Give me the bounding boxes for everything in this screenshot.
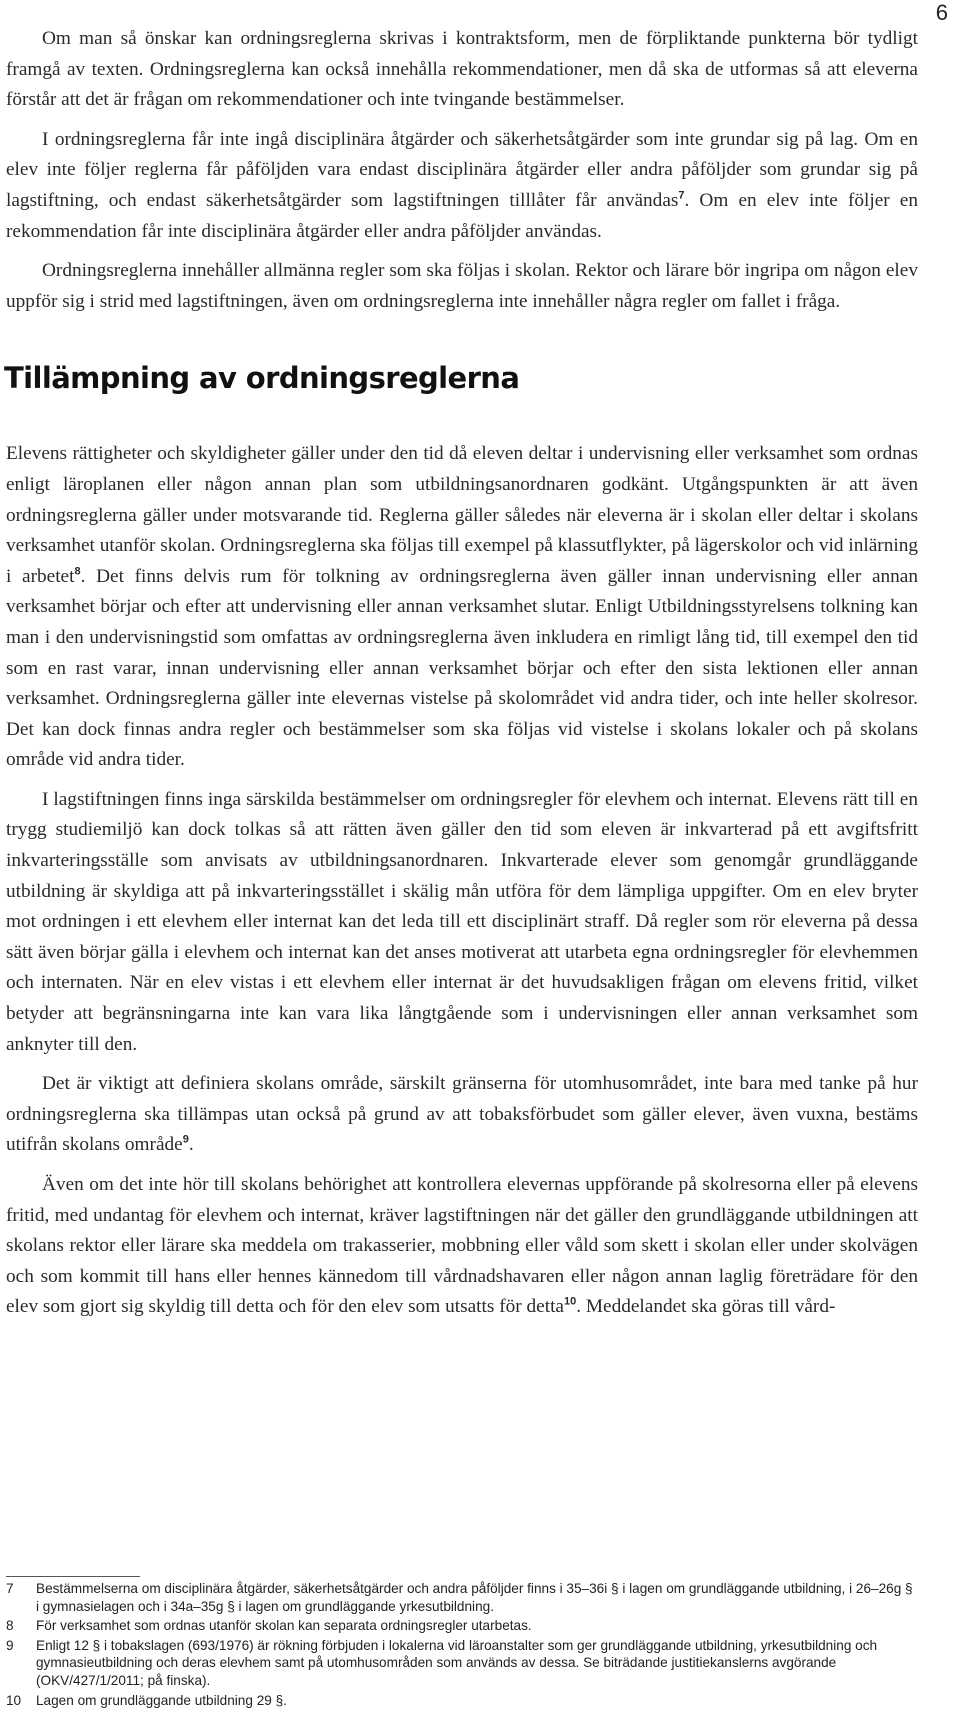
- paragraph-text: . Meddelandet ska göras till vård-: [576, 1296, 836, 1318]
- footnote-number: 9: [6, 1637, 14, 1653]
- footnote: [6, 1617, 918, 1635]
- paragraph: I lagstiftningen finns inga särskilda bestämmelser om ordningsregler för elevhem och internat. Elevens rätt till en trygg studiemiljö kan dock tolkas så att rätten även gäller den tid som eleven är inkvarterad på ett avgiftsfritt inkvarteringsställe som anvisats av utbildningsanordnaren. Inkvarterade elever som genomgår grundläggande utbildning är skyldiga att på inkvarteringsstället i skälig mån utföra för dem lämpliga uppgifter. Om en elev bryter mot ordningen i ett elevhem eller internat kan det leda till ett disciplinärt straff. Då regler som rör eleverna på dessa sätt även börjar gälla i elevhem och internat kan det anses motiverat att utarbeta egna ordningsregler för elevhemmen och internaten. När en elev vistas i ett elevhem eller internat är det huvudsakligen frågan om elevens fritid, vilket betyder att begränsningarna inte kan vara lika långtgående som i undervisningen eller annan verksamhet som anknyter till den.: [6, 788, 918, 1055]
- footnote-ref[interactable]: 9: [182, 1133, 189, 1146]
- main-text: [6, 24, 918, 1332]
- footnote-text: Enligt 12 § i tobakslagen (693/1976) är rökning förbjuden i lokalerna vid läroanstalter som ger grundläggande utbildning, yrkesutbildning och gymnasieutbildning och deras elevhem samt på utomhusområden som används av dessa. Se biträdande justitiekanslerns avgörande (OKV/427/1/2011; på finska).: [36, 1637, 878, 1688]
- footnote: [6, 1692, 918, 1710]
- paragraph: Om man så önskar kan ordningsreglerna skrivas i kontraktsform, men de förpliktande punkterna bör tydligt framgå av texten. Ordningsreglerna kan också innehålla rekommendationer, men då ska de utformas så att eleverna förstår att det är frågan om rekommendationer och inte tvingande bestämmelser.: [6, 28, 918, 111]
- footnote: [6, 1637, 918, 1690]
- paragraph-text: I ordningsreglerna får inte ingå disciplinära åtgärder och säkerhetsåtgärder som inte grundar sig på lag. Om en elev inte följer reglerna får påföljden vara endast disciplinära åtgärder eller andra påföljder som grundar sig på lagstiftning, och endast säkerhetsåtgärder som lagstiftningen tilllåter får användas: [6, 128, 918, 211]
- footnote-ref[interactable]: 10: [563, 1295, 577, 1308]
- paragraph-text: . Om en elev inte följer en rekommendation får inte disciplinära åtgärder eller andra påföljder användas.: [6, 189, 918, 242]
- footnote-text: Bestämmelserna om disciplinära åtgärder, säkerhetsåtgärder och andra påföljder finns i 35–36i § i lagen om grundläggande utbildning, i 26–26g § i gymnasielagen och i 34a–35g § i lagen om grundläggande yrkesutbildning.: [36, 1581, 913, 1614]
- paragraph: [6, 439, 918, 776]
- footnote-text: För verksamhet som ordnas utanför skolan kan separata ordningsregler utarbetas.: [36, 1618, 532, 1634]
- page-number: 6: [935, 0, 948, 25]
- footnote-ref[interactable]: 8: [74, 565, 81, 578]
- footnote-number: 8: [6, 1618, 14, 1634]
- footnote: [6, 1580, 918, 1615]
- footnote-ref[interactable]: 7: [678, 189, 685, 202]
- footnotes: [6, 1580, 918, 1711]
- paragraph: Ordningsreglerna innehåller allmänna regler som ska följas i skolan. Rektor och lärare bör ingripa om någon elev uppför sig i strid med lagstiftningen, även om ordningsreglerna inte innehåller några regler om fallet i fråga.: [6, 260, 918, 312]
- paragraph: [6, 1170, 918, 1323]
- paragraph-text: .: [188, 1134, 194, 1156]
- paragraph-text: Det är viktigt att definiera skolans område, särskilt gränserna för utomhusområdet, inte bara med tanke på hur ordningsreglerna ska tillämpas utan också på grund av att tobaksförbudet som gäller elever, även vuxna, bestäms utifrån skolans område: [6, 1073, 918, 1156]
- footnote-divider: [6, 1576, 140, 1577]
- paragraph-text: Elevens rättigheter och skyldigheter gäller under den tid då eleven deltar i undervisning eller verksamhet som ordnas enligt läroplanen eller någon annan plan som utbildningsanordnaren godkänt. Utgångspunkten är att även ordningsreglerna gäller under motsvarande tid. Reglerna gäller således när eleverna är i skolan eller deltar i skolans verksamhet utanför skolan. Ordningsreglerna ska följas till exempel på klassutflykter, på lägerskolor och vid inlärning i arbetet: [6, 443, 918, 587]
- footnote-number: 10: [6, 1692, 22, 1708]
- paragraph-text: Även om det inte hör till skolans behörighet att kontrollera elevernas uppförande på skolresorna eller på elevens fritid, med undantag för elevhem och internat, kräver lagstiftningen när det gäller den grundläggande utbildningen att skolans rektor eller lärare ska meddela om trakasserier, mobbning eller våld som skett i skolan eller under skolvägen och som kommit till hans eller hennes kännedom till vårdnadshavaren eller någon annan laglig företrädare för den elev som gjort sig skyldig till detta och för den elev som utsatts för detta: [6, 1174, 918, 1318]
- section-heading: Tillämpning av ordningsreglerna: [4, 361, 520, 396]
- footnote-text: Lagen om grundläggande utbildning 29 §.: [36, 1692, 287, 1708]
- paragraph: [6, 125, 918, 247]
- paragraph-text: . Det finns delvis rum för tolkning av ordningsreglerna även gäller innan undervisning eller annan verksamhet börjar och efter att undervisning eller annan verksamhet slutar. Enligt Utbildningsstyrelsens tolkning kan man i den undervisningstid som omfattas av ordningsreglerna även inkludera en rimligt lång tid, till exempel den tid som en rast varar, innan undervisning eller annan verksamhet börjar och efter den sista lektionen eller annan verksamhet. Ordningsreglerna gäller inte elevernas vistelse på skolområdet vid andra tider, och inte heller skolresor. Det kan dock finnas andra regler och bestämmelser som ska följas vid vistelse i skolans lokaler och på skolans område vid andra tider.: [6, 565, 918, 771]
- footnote-number: 7: [6, 1581, 14, 1596]
- paragraph: [6, 1069, 918, 1161]
